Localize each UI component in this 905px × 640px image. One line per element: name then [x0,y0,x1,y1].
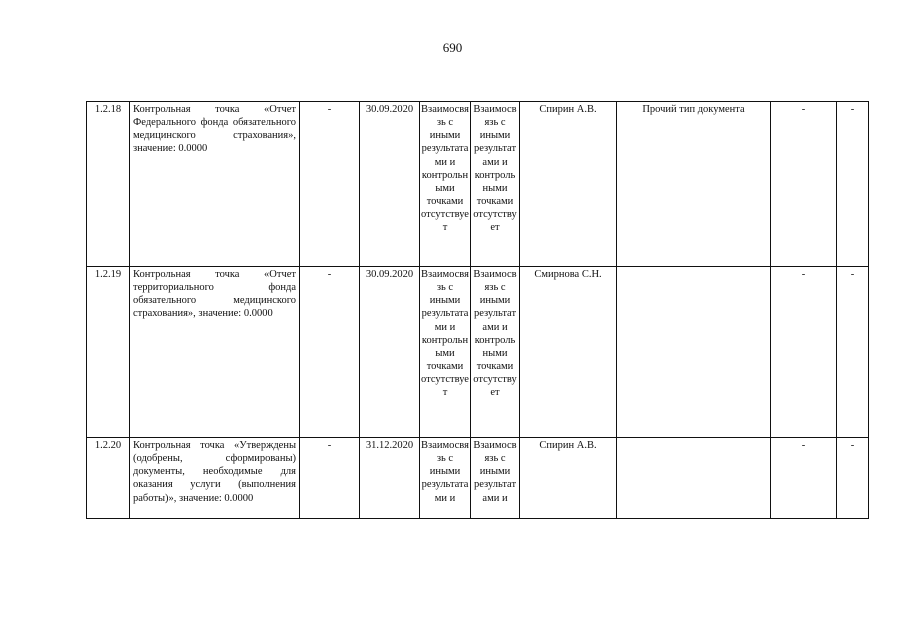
control-points-table [86,101,869,519]
start-date-cell: - [300,438,360,519]
row-number: 1.2.18 [87,102,130,267]
extra-cell: - [837,102,869,267]
control-point-name: Контрольная точка «Отчет Федерального фонда обязательного медицинского страхования», значение: 0.0000 [130,102,300,267]
end-date-cell: 31.12.2020 [360,438,420,519]
end-date-cell: 30.09.2020 [360,267,420,438]
table-row [87,102,869,267]
document-type [617,438,771,519]
relation-next-cell: Взаимосвязь с иными результатами и контрольными точками отсутствует [471,267,520,438]
start-date-cell: - [300,102,360,267]
level-control-cell: - [771,267,837,438]
extra-cell: - [837,438,869,519]
table-row [87,438,869,519]
control-point-name: Контрольная точка «Утверждены (одобрены, сформированы) документы, необходимые для оказания услуги (выполнения работы)», значение: 0.0000 [130,438,300,519]
responsible-person: Спирин А.В. [520,102,617,267]
document-type [617,267,771,438]
relation-next-cell: Взаимосвязь с иными результатами и контрольными точками отсутствует [471,102,520,267]
level-control-cell: - [771,438,837,519]
row-number: 1.2.19 [87,267,130,438]
relation-next-cell: Взаимосвязь с иными результатами и [471,438,520,519]
level-control-cell: - [771,102,837,267]
end-date-cell: 30.09.2020 [360,102,420,267]
extra-cell: - [837,267,869,438]
responsible-person: Спирин А.В. [520,438,617,519]
relation-previous-cell: Взаимосвязь с иными результатами и контрольными точками отсутствует [420,102,471,267]
relation-previous-cell: Взаимосвязь с иными результатами и [420,438,471,519]
control-point-name: Контрольная точка «Отчет территориального фонда обязательного медицинского страхования», значение: 0.0000 [130,267,300,438]
page-number: 690 [442,40,463,55]
row-number: 1.2.20 [87,438,130,519]
relation-previous-cell: Взаимосвязь с иными результатами и контрольными точками отсутствует [420,267,471,438]
responsible-person: Смирнова С.Н. [520,267,617,438]
table-row [87,267,869,438]
start-date-cell: - [300,267,360,438]
document-type: Прочий тип документа [617,102,771,267]
